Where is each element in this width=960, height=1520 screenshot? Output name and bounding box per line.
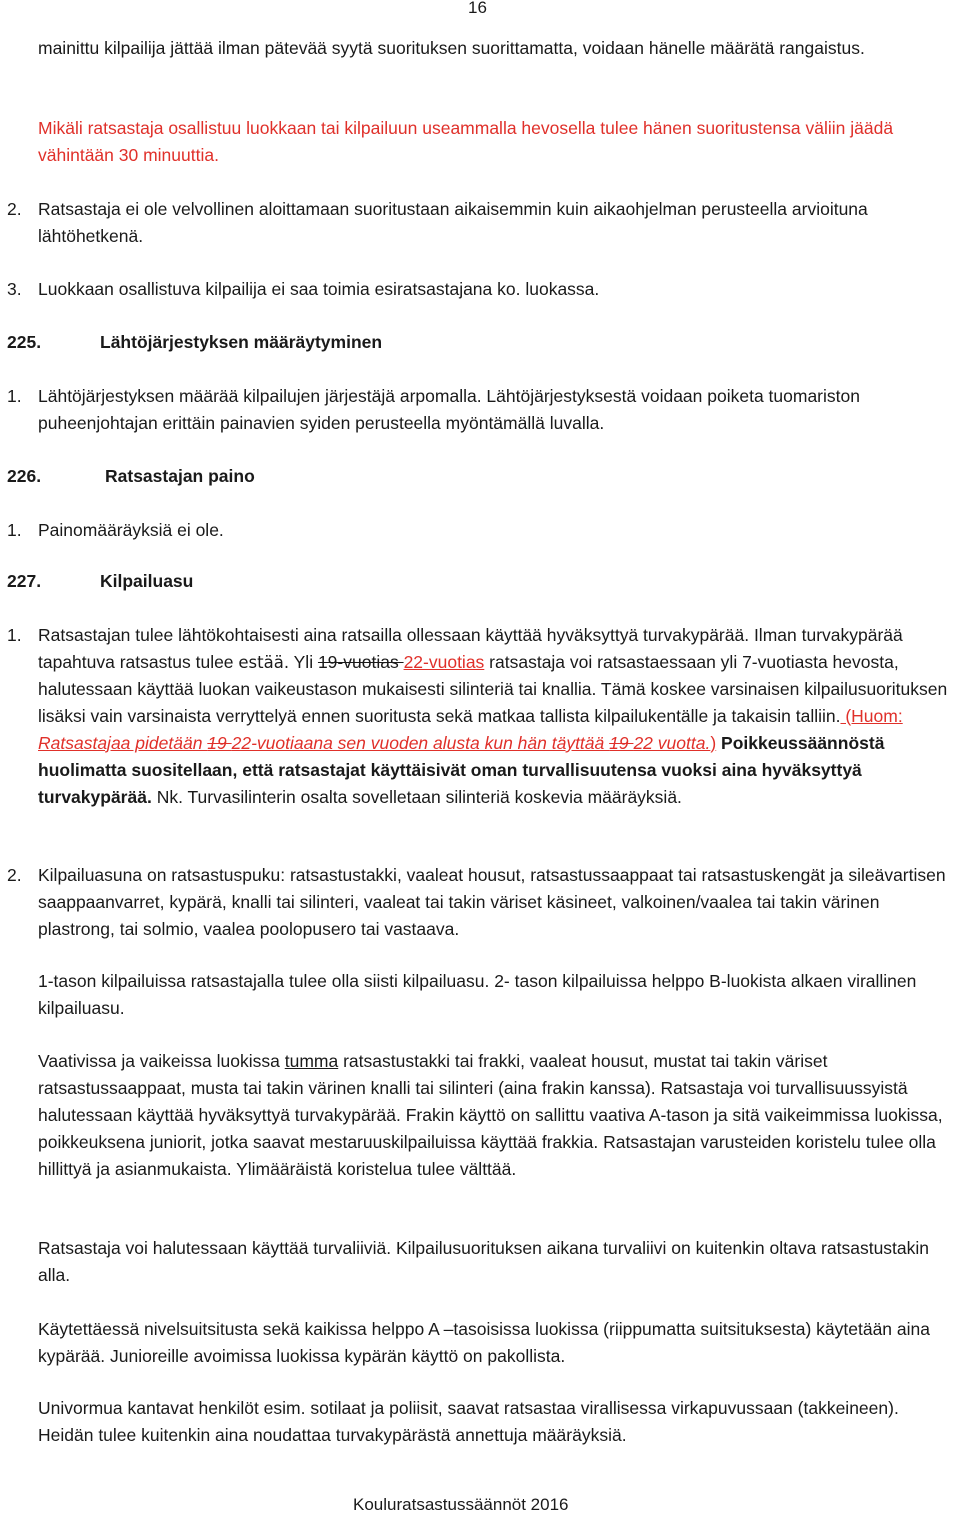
note-close: ) <box>710 733 717 753</box>
section-title: Kilpailuasu <box>100 571 194 591</box>
section-title: Ratsastajan paino <box>105 466 255 486</box>
safety-hat-text: Nk. Turvasilinterin osalta sovelletaan silinteriä koskevia määräyksiä. <box>151 787 682 807</box>
helmet-text-rest: ratsastaja voi ratsastaessaan yli 7-vuotiasta hevosta, halutessaan käyttää luokan vaikeustason mukaisesti silinteriä tai knallia. Tämä koskee varsinaisen kilpailusuorituksen lisäksi vain varsinaista verryttelyä ennen suoritusta sekä matkaa tallista kilpailukentälle ja takaisin talliin. <box>38 652 948 726</box>
item-text: Lähtöjärjestyksen määrää kilpailujen järjestäjä arpomalla. Lähtöjärjestyksestä voidaan poiketa tuomariston puheenjohtajan erittäin painavien syiden perusteella myöntämällä luvalla. <box>38 386 860 433</box>
deleted-age-19: 19-vuotias <box>317 652 404 672</box>
note-open: (Huom: <box>840 706 903 726</box>
item-text: Kilpailuasuna on ratsastuspuku: ratsastustakki, vaaleat housut, ratsastussaappaat tai ratsastuskengät ja sileävartisen saappaanvarret, kypärä, knalli tai silinteri, vaaleat tai takin väriset käsineet, valkoinen/vaalea tai takin värinen plastrong, tai solmio, vaalea poolopusero tai vastaava. <box>38 865 946 939</box>
section-heading-227 <box>7 568 193 595</box>
paragraph-uniform: Univormua kantavat henkilöt esim. sotilaat ja poliisit, saavat ratsastaa virallisessa virkapuvussaan (takkeineen). Heidän tulee kuitenkin aina noudattaa turvakypärästä annettuja määräyksiä. <box>38 1398 899 1445</box>
item-3 <box>7 276 956 303</box>
footer: Kouluratsastussäännöt 2016 <box>353 1495 569 1514</box>
item-text: Luokkaan osallistuva kilpailija ei saa toimia esiratsastajana ko. luokassa. <box>38 279 600 299</box>
item-number: 1. <box>7 386 22 406</box>
demanding-text-a: Vaativissa ja vaikeissa luokissa <box>38 1051 285 1071</box>
section-title: Lähtöjärjestyksen määräytyminen <box>100 332 383 352</box>
note-part-a: Ratsastajaa pidetään <box>38 733 208 753</box>
paragraph-levels: 1-tason kilpailuissa ratsastajalla tulee olla siisti kilpailuasu. 2- tason kilpailuissa helppo B-luokista alkaen virallinen kilpailuasu. <box>38 971 917 1018</box>
section-226-item-1 <box>7 517 956 544</box>
helmet-text-over: Yli <box>289 652 318 672</box>
item-number: 3. <box>7 279 22 299</box>
note-part-b: 22-vuotiaana sen vuoden alusta kun hän täyttää <box>231 733 610 753</box>
demanding-text-b: ratsastustakki tai frakki, vaaleat housut, mustat tai takin väriset ratsastussaappaat, musta tai takin värinen knalli tai silinteri (aina frakin kanssa). Ratsastaja voi turvallisuussyistä halutessaan käyttää hyväksyttyä turvakypärää. Frakin käyttö on sallittu vaativa A-tason ja sitä vaikeimmissa luokissa, poikkeuksena juniorit, jotka saavat mestaruuskilpailuissa käyttää frakkia. Ratsastajan varusteiden koristelu tulee olla hillittyä ja asianmukaista. Ylimääräistä koristelua tulee välttää. <box>38 1051 943 1179</box>
note-deleted-19-b: 19 <box>609 733 634 753</box>
paragraph-safety-vest: Ratsastaja voi halutessaan käyttää turvaliiviä. Kilpailusuorituksen aikana turvaliivi on kuitenkin oltava ratsastustakin alla. <box>38 1238 930 1285</box>
paragraph-demanding-classes <box>38 1048 956 1183</box>
item-number: 2. <box>7 199 22 219</box>
item-number: 2. <box>7 865 22 885</box>
page-number: 16 <box>468 0 487 17</box>
section-225-item-1 <box>7 383 956 437</box>
section-number: 225. <box>7 332 42 352</box>
section-number: 227. <box>7 571 42 591</box>
section-heading-225 <box>7 329 382 356</box>
demanding-underlined-dark: tumma <box>284 1051 339 1071</box>
section-heading-226 <box>7 463 255 490</box>
helmet-recommendation: Poikkeussäännöstä huolimatta suositellaan, että ratsastajat käyttäisivät oman turvallisuutensa vuoksi aina hyväksyttyä turvakypärää. <box>38 733 885 807</box>
item-text: Painomääräyksiä ei ole. <box>38 520 224 540</box>
note-deleted-19-a: 19 <box>207 733 232 753</box>
paragraph-snaffle-helmet: Käytettäessä nivelsuitsitusta sekä kaikissa helppo A –tasoisissa luokissa (riippumatta suitsituksesta) käytetään aina kypärää. Junioreille avoimissa luokissa kypärän käyttö on pakollista. <box>38 1319 930 1366</box>
item-2 <box>7 196 956 250</box>
paragraph-intro: mainittu kilpailija jättää ilman pätevää syytä suorituksen suorittamatta, voidaan hänelle määrätä rangaistus. <box>38 38 865 58</box>
paragraph-red-rest-time: Mikäli ratsastaja osallistuu luokkaan tai kilpailuun useammalla hevosella tulee hänen suoritustensa väliin jäädä vähintään 30 minuuttia. <box>38 118 894 165</box>
helmet-text: Ratsastajan tulee lähtökohtaisesti aina ratsailla ollessaan käyttää hyväksyttyä turvakypärää. Ilman turvakypärää tapahtuva ratsastus tulee <box>38 625 903 672</box>
item-text: Ratsastaja ei ole velvollinen aloittamaan suoritustaan aikaisemmin kuin aikaohjelman perusteella arvioituna lähtöhetkenä. <box>38 199 868 246</box>
section-number: 226. <box>7 466 42 486</box>
item-number: 1. <box>7 625 22 645</box>
note-part-c: 22 vuotta. <box>633 733 711 753</box>
section-227-item-2 <box>7 862 956 943</box>
section-227-item-1 <box>7 622 956 811</box>
helmet-word-prevent: estää. <box>238 653 290 672</box>
inserted-age-22: 22-vuotias <box>403 652 485 672</box>
item-number: 1. <box>7 520 22 540</box>
